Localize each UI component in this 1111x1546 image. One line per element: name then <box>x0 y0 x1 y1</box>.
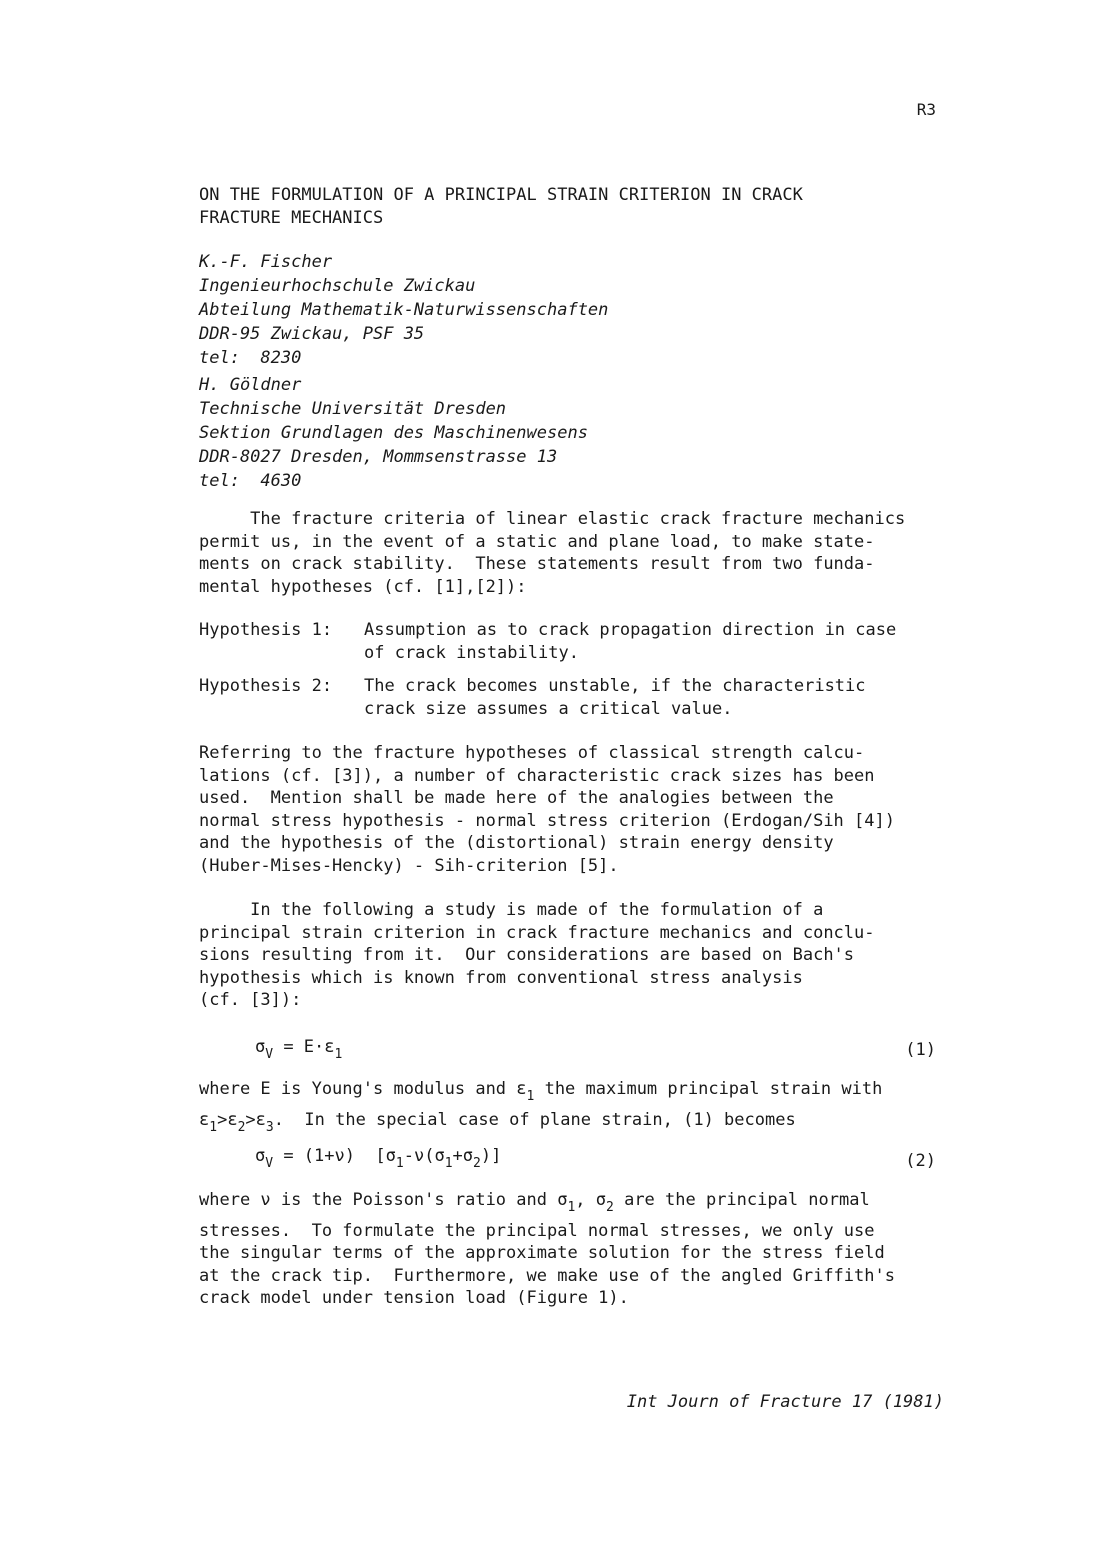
paper-title <box>199 184 803 230</box>
equation-2-lhs-sub: V <box>265 1156 274 1171</box>
equation-2-part: = (1+ν) [σ <box>273 1146 396 1166</box>
author-1-name: K.-F. Fischer <box>199 252 333 272</box>
paragraph-3-line: (cf. [3]): <box>199 990 302 1010</box>
author-2-phone: tel: 4630 <box>199 471 302 491</box>
paragraph-2-line: used. Mention shall be made here of the analogies between the <box>199 788 834 808</box>
author-2-institution: Technische Universität Dresden <box>199 399 507 419</box>
paragraph-3-line: sions resulting from it. Our considerations are based on Bach's <box>199 945 855 965</box>
title-line-1: ON THE FORMULATION OF A PRINCIPAL STRAIN CRITERION IN CRACK <box>199 185 803 205</box>
author-1-phone: tel: 8230 <box>199 348 302 368</box>
hypothesis-2-line: crack size assumes a critical value. <box>364 698 733 719</box>
author-block-2 <box>199 373 588 493</box>
equation-1-rhs: = E·ε <box>273 1037 335 1057</box>
title-line-2: FRACTURE MECHANICS <box>199 208 384 228</box>
paragraph-4-text: where E is Young's modulus and ε <box>199 1079 527 1099</box>
paragraph-3 <box>199 899 875 1012</box>
paragraph-5-sub: 2 <box>606 1200 614 1215</box>
paragraph-3-line: principal strain criterion in crack fracture mechanics and conclu- <box>199 922 875 943</box>
hypothesis-1-label: Hypothesis 1: <box>199 620 333 640</box>
paragraph-4-sub: 1 <box>526 1089 535 1104</box>
equation-1-rhs-sub: 1 <box>334 1047 343 1062</box>
paragraph-5-sub: 1 <box>567 1200 576 1215</box>
equation-2-lhs: σ <box>255 1146 266 1166</box>
hypothesis-1-text <box>364 619 896 664</box>
paragraph-5-text: , σ <box>575 1190 607 1210</box>
equation-2-part: +σ <box>452 1146 473 1166</box>
paragraph-5-text: where ν is the Poisson's ratio and σ <box>199 1190 568 1210</box>
paragraph-5-line: the singular terms of the approximate solution for the stress field <box>199 1243 885 1263</box>
paragraph-5-line: at the crack tip. Furthermore, we make use of the angled Griffith's <box>199 1265 895 1286</box>
paragraph-5-line: crack model under tension load (Figure 1). <box>199 1288 629 1308</box>
hypothesis-1-line: Assumption as to crack propagation direction in case <box>364 620 897 640</box>
paragraph-4-text: >ε <box>217 1109 238 1130</box>
author-2-name: H. Göldner <box>199 375 302 395</box>
paragraph-1 <box>199 508 905 598</box>
author-2-address: DDR-8027 Dresden, Mommsenstrasse 13 <box>199 447 558 467</box>
paragraph-1-line: mental hypotheses (cf. [1],[2]): <box>199 576 527 597</box>
paragraph-3-line: In the following a study is made of the formulation of a <box>199 900 824 920</box>
journal-footer: Int Journ of Fracture 17 (1981) <box>626 1392 944 1412</box>
equation-2-part: )] <box>480 1146 502 1166</box>
paragraph-4-sub: 1 <box>209 1119 218 1135</box>
author-1-address: DDR-95 Zwickau, PSF 35 <box>199 324 425 344</box>
paragraph-5-text: are the principal normal <box>613 1190 870 1210</box>
paragraph-5 <box>199 1189 895 1310</box>
hypothesis-1-line: of crack instability. <box>364 642 579 663</box>
paragraph-1-line: The fracture criteria of linear elastic crack fracture mechanics <box>199 509 906 529</box>
author-1-institution: Ingenieurhochschule Zwickau <box>199 276 476 296</box>
paragraph-2-line: lations (cf. [3]), a number of characteristic crack sizes has been <box>199 765 875 786</box>
author-2-department: Sektion Grundlagen des Maschinenwesens <box>199 423 588 443</box>
equation-2-number: (2) <box>905 1151 936 1171</box>
equation-1-lhs: σ <box>255 1037 266 1057</box>
paragraph-2 <box>199 742 895 877</box>
paragraph-4-sub: 2 <box>237 1119 246 1135</box>
author-1-department: Abteilung Mathematik-Naturwissenschaften <box>199 300 609 320</box>
hypothesis-2-label: Hypothesis 2: <box>199 676 333 696</box>
equation-2-part: -ν(σ <box>403 1146 445 1166</box>
paragraph-4-text: >ε <box>245 1109 266 1130</box>
paragraph-4-text: the maximum principal strain with <box>534 1079 883 1099</box>
equation-2-sub: 1 <box>395 1156 404 1171</box>
author-block-1 <box>199 250 608 370</box>
paragraph-4-text: . In the special case of plane strain, (1) becomes <box>273 1109 796 1130</box>
hypothesis-2-line: The crack becomes unstable, if the characteristic <box>364 676 866 696</box>
hypothesis-2-text <box>364 675 866 720</box>
paragraph-1-line: ments on crack stability. These statements result from two funda- <box>199 554 875 574</box>
paragraph-2-line: normal stress hypothesis - normal stress criterion (Erdogan/Sih [4]) <box>199 810 895 831</box>
equation-2 <box>255 1146 501 1171</box>
paragraph-2-line: and the hypothesis of the (distortional) strain energy density <box>199 833 834 853</box>
paragraph-4-sub: 3 <box>265 1119 274 1135</box>
equation-2-sub: 2 <box>473 1156 481 1171</box>
paragraph-3-line: hypothesis which is known from conventional stress analysis <box>199 967 803 988</box>
equation-1 <box>255 1037 342 1062</box>
paragraph-2-line: (Huber-Mises-Hencky) - Sih-criterion [5]. <box>199 855 619 876</box>
equation-1-number: (1) <box>905 1040 936 1060</box>
paragraph-4 <box>199 1078 882 1139</box>
paragraph-1-line: permit us, in the event of a static and plane load, to make state- <box>199 531 875 552</box>
paragraph-2-line: Referring to the fracture hypotheses of classical strength calcu- <box>199 743 865 763</box>
paragraph-5-line: stresses. To formulate the principal normal stresses, we only use <box>199 1220 875 1241</box>
paragraph-4-text: ε <box>199 1109 210 1130</box>
page-code: R3 <box>916 100 936 119</box>
equation-1-lhs-sub: V <box>265 1047 274 1062</box>
equation-2-sub: 1 <box>444 1156 453 1171</box>
